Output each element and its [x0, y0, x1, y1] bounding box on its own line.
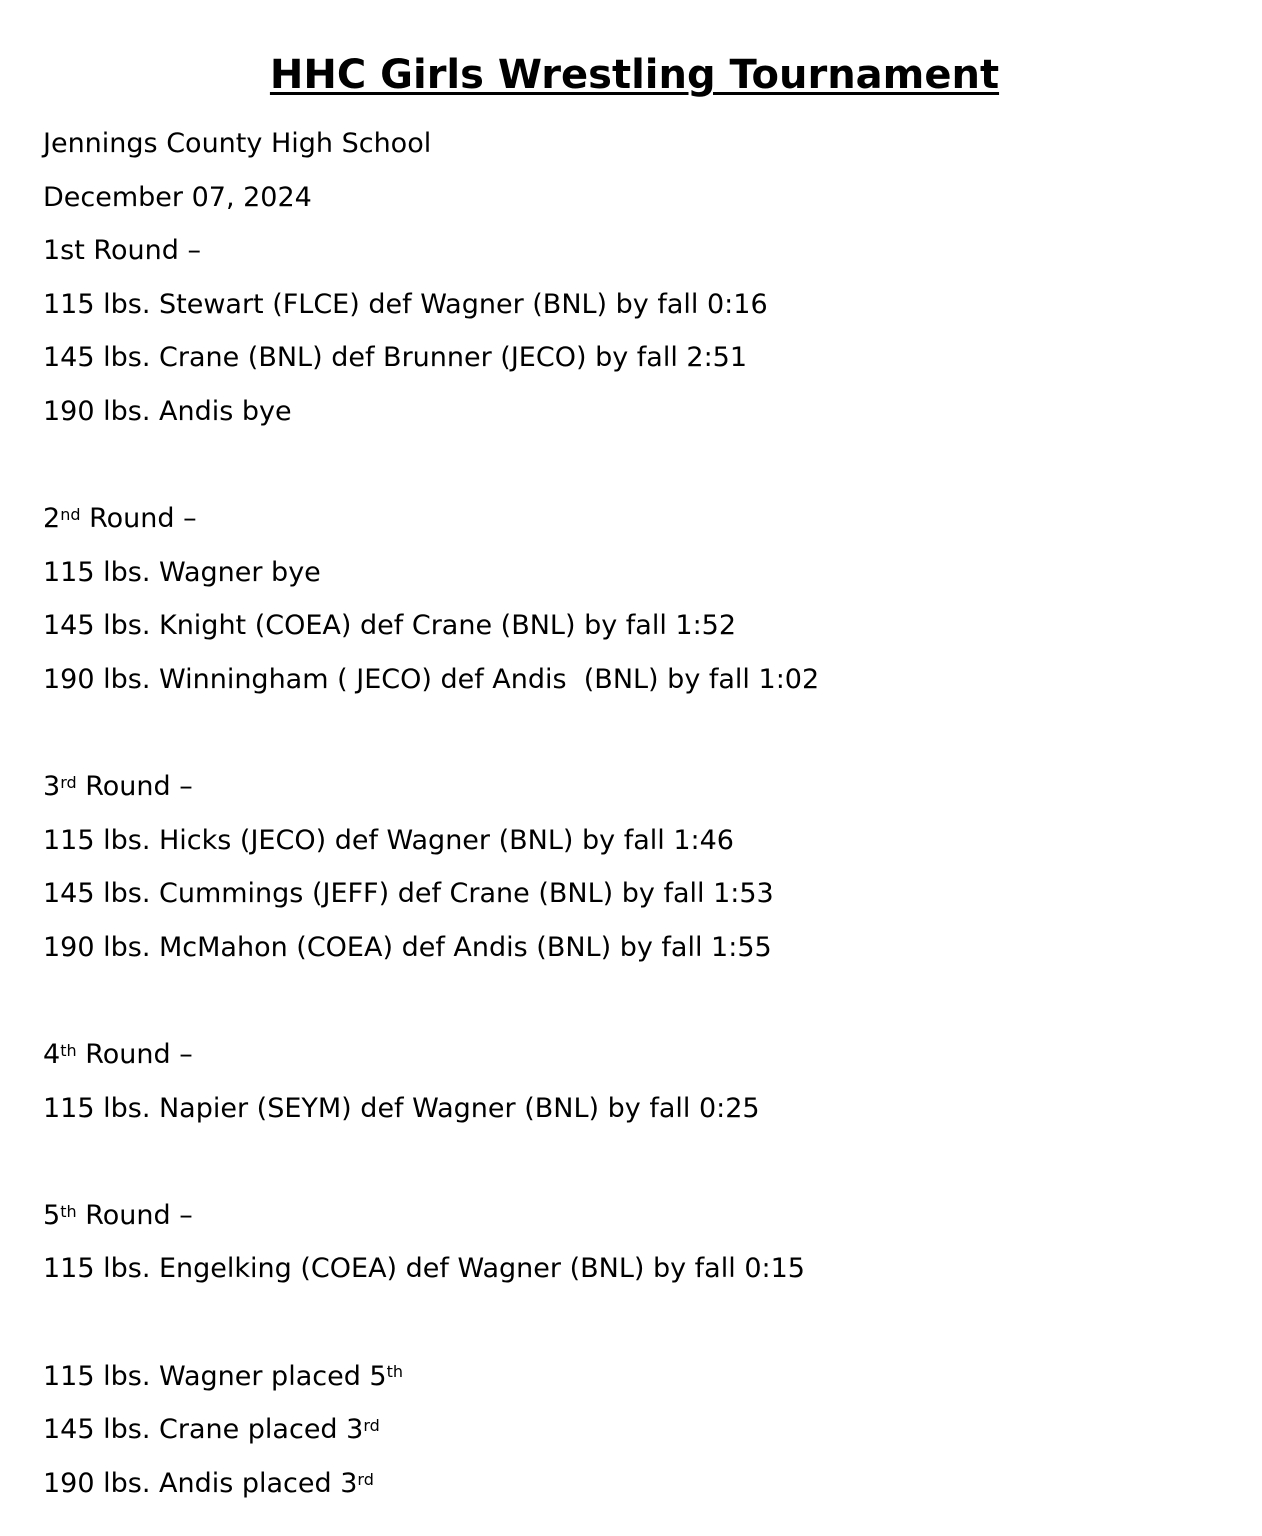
document-date: December 07, 2024 — [43, 181, 312, 213]
blank-line — [43, 1135, 1226, 1189]
match-result-line: 115 lbs. Engelking (COEA) def Wagner (BNL) by fall 0:15 — [43, 1253, 805, 1285]
round-number: 3 — [43, 771, 61, 803]
match-result-line: 115 lbs. Hicks (JECO) def Wagner (BNL) by fall 1:46 — [43, 824, 734, 856]
ordinal-suffix: rd — [357, 1469, 374, 1489]
match-result-line: 115 lbs. Stewart (FLCE) def Wagner (BNL) by fall 0:16 — [43, 288, 768, 320]
match-result-line: 145 lbs. Cummings (JEFF) def Crane (BNL) by fall 1:53 — [43, 878, 774, 910]
round-4-heading — [43, 1028, 1226, 1082]
blank-line — [43, 975, 1226, 1029]
ordinal-suffix: th — [386, 1362, 404, 1382]
match-result-line: 190 lbs. McMahon (COEA) def Andis (BNL) by fall 1:55 — [43, 931, 772, 963]
round-label: Round – — [76, 1039, 193, 1071]
round-number: 2 — [43, 503, 61, 535]
blank-line — [43, 707, 1226, 761]
placement-line — [43, 1350, 1226, 1404]
round-1-heading — [43, 224, 1226, 278]
round-2-heading — [43, 492, 1226, 546]
placement-text: 115 lbs. Wagner placed 5 — [43, 1360, 387, 1392]
ordinal-suffix: rd — [363, 1416, 380, 1436]
match-result-line: 115 lbs. Napier (SEYM) def Wagner (BNL) by fall 0:25 — [43, 1092, 760, 1124]
ordinal-suffix: th — [60, 1040, 77, 1060]
round-number: 1st — [43, 235, 85, 267]
blank-line — [43, 1296, 1226, 1350]
round-label: Round – — [76, 771, 193, 803]
match-result-line: 190 lbs. Andis bye — [43, 395, 292, 427]
school-name: Jennings County High School — [43, 128, 432, 159]
match-result-line: 115 lbs. Wagner bye — [43, 556, 321, 588]
round-label: Round – — [80, 503, 197, 535]
round-number: 4 — [43, 1039, 61, 1071]
match-result-line: 190 lbs. Winningham ( JECO) def Andis (BNL) by fall 1:02 — [43, 663, 820, 695]
ordinal-suffix: nd — [60, 504, 81, 524]
placement-text: 145 lbs. Crane placed 3 — [43, 1414, 364, 1446]
round-label: Round – — [84, 235, 201, 267]
round-number: 5 — [43, 1199, 61, 1231]
page-title: HHC Girls Wrestling Tournament — [269, 52, 1000, 98]
match-result-line: 145 lbs. Crane (BNL) def Brunner (JECO) by fall 2:51 — [43, 342, 748, 374]
blank-line — [43, 439, 1226, 493]
match-result-line: 145 lbs. Knight (COEA) def Crane (BNL) by fall 1:52 — [43, 610, 737, 642]
round-3-heading — [43, 760, 1226, 814]
round-5-heading — [43, 1189, 1226, 1243]
round-label: Round – — [76, 1199, 193, 1231]
placement-line — [43, 1457, 1226, 1511]
placement-line — [43, 1403, 1226, 1457]
ordinal-suffix: rd — [60, 772, 77, 792]
ordinal-suffix: th — [60, 1201, 77, 1221]
placement-text: 190 lbs. Andis placed 3 — [43, 1467, 358, 1499]
